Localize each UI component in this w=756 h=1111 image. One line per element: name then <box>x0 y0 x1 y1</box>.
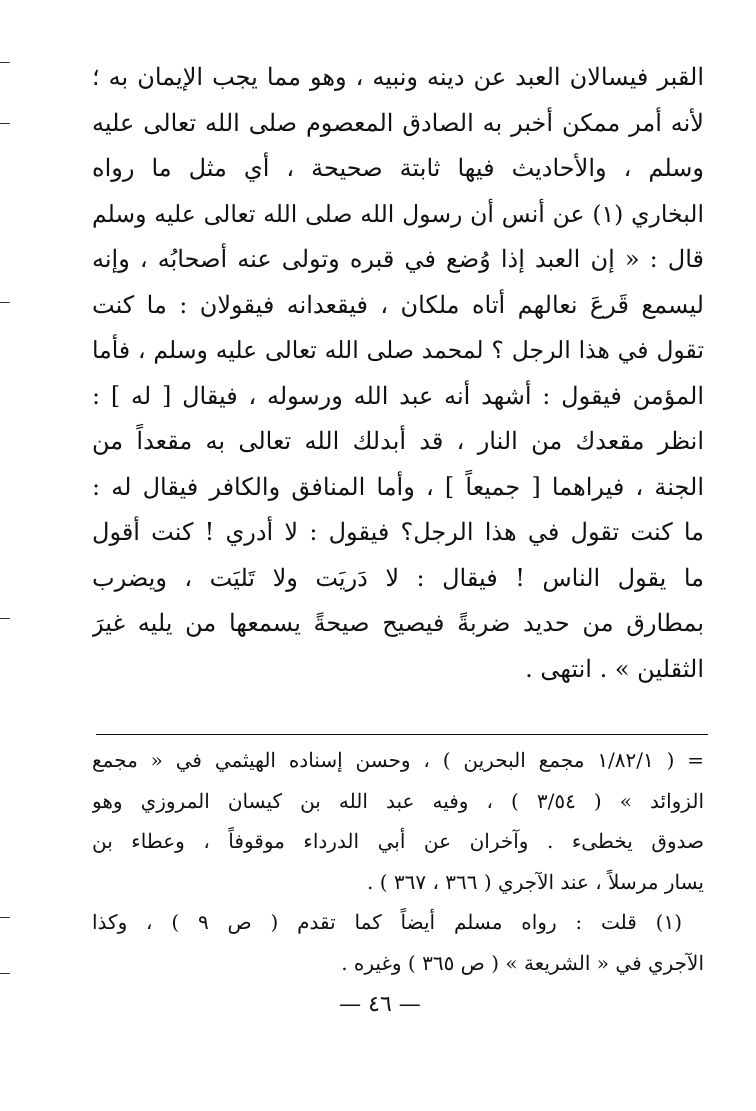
footnotes <box>92 740 704 983</box>
margin-mark <box>0 123 10 124</box>
footnote-separator <box>96 734 708 735</box>
body-line: الجنة ، فيراهما [ جميعاً ] ، وأما المنافق والكافر فيقال له : <box>92 472 704 501</box>
body-line: المؤمن فيقول : أشهد أنه عبد الله ورسوله ، فيقال [ له ] : <box>92 381 704 410</box>
margin-mark <box>0 917 10 918</box>
footnote-line: الزوائد » ( ٣/٥٤ ) ، وفيه عبد الله بن كيسان المروزي وهو <box>92 788 704 813</box>
margin-mark <box>0 62 10 63</box>
margin-mark <box>0 302 10 303</box>
body-line: بمطارق من حديد ضربةً فيصيح صيحةً يسمعها من يليه غيرَ <box>92 609 704 637</box>
footnote-line: صدوق يخطىء . وآخران عن أبي الدرداء موقوفاً ، وعطاء بن <box>92 829 704 853</box>
body-line: تقول في هذا الرجل ؟ لمحمد صلى الله تعالى عليه وسلم ، فأما <box>92 336 704 364</box>
body-line: البخاري (١) عن أنس أن رسول الله صلى الله تعالى عليه وسلم <box>92 199 704 228</box>
margin-mark <box>0 973 10 974</box>
body-line: الثقلين » . انتهى . <box>525 654 704 683</box>
body-line: القبر فيسالان العبد عن دينه ونبيه ، وهو مما يجب الإيمان به ؛ <box>92 63 704 91</box>
page-number: — ٤٦ — <box>339 992 421 1017</box>
main-body-text <box>92 55 704 692</box>
body-line: ما كنت تقول في هذا الرجل؟ فيقول : لا أدري ! كنت أقول <box>92 518 704 546</box>
body-line: لأنه أمر ممكن أخبر به الصادق المعصوم صلى الله تعالى عليه <box>92 108 704 137</box>
body-line: ليسمع قَرعَ نعالهم أتاه ملكان ، فيقعدانه فيقولان : ما كنت <box>92 290 704 319</box>
footnote-line: يسار مرسلاً ، عند الآجري ( ٣٦٦ ، ٣٦٧ ) . <box>367 869 704 894</box>
footnote-line: (١) قلت : رواه مسلم أيضاً كما تقدم ( ص ٩ ) ، وكذا <box>92 910 682 934</box>
body-line: قال : « إن العبد إذا وُضع في قبره وتولى عنه أصحابُه ، وإنه <box>92 245 704 273</box>
margin-mark <box>0 618 10 619</box>
footnote-line: الآجري في « الشريعة » ( ص ٣٦٥ ) وغيره . <box>341 950 704 975</box>
body-line: ما يقول الناس ! فيقال : لا دَريَت ولا تَليَت ، ويضرب <box>92 563 704 592</box>
footnote-line: = ( ١/٨٢/١ مجمع البحرين ) ، وحسن إسناده الهيثمي في « مجمع <box>92 748 704 772</box>
body-line: وسلم ، والأحاديث فيها ثابتة صحيحة ، أي مثل ما رواه <box>92 154 704 182</box>
body-line: انظر مقعدك من النار ، قد أبدلك الله تعالى به مقعداً من <box>92 427 704 455</box>
